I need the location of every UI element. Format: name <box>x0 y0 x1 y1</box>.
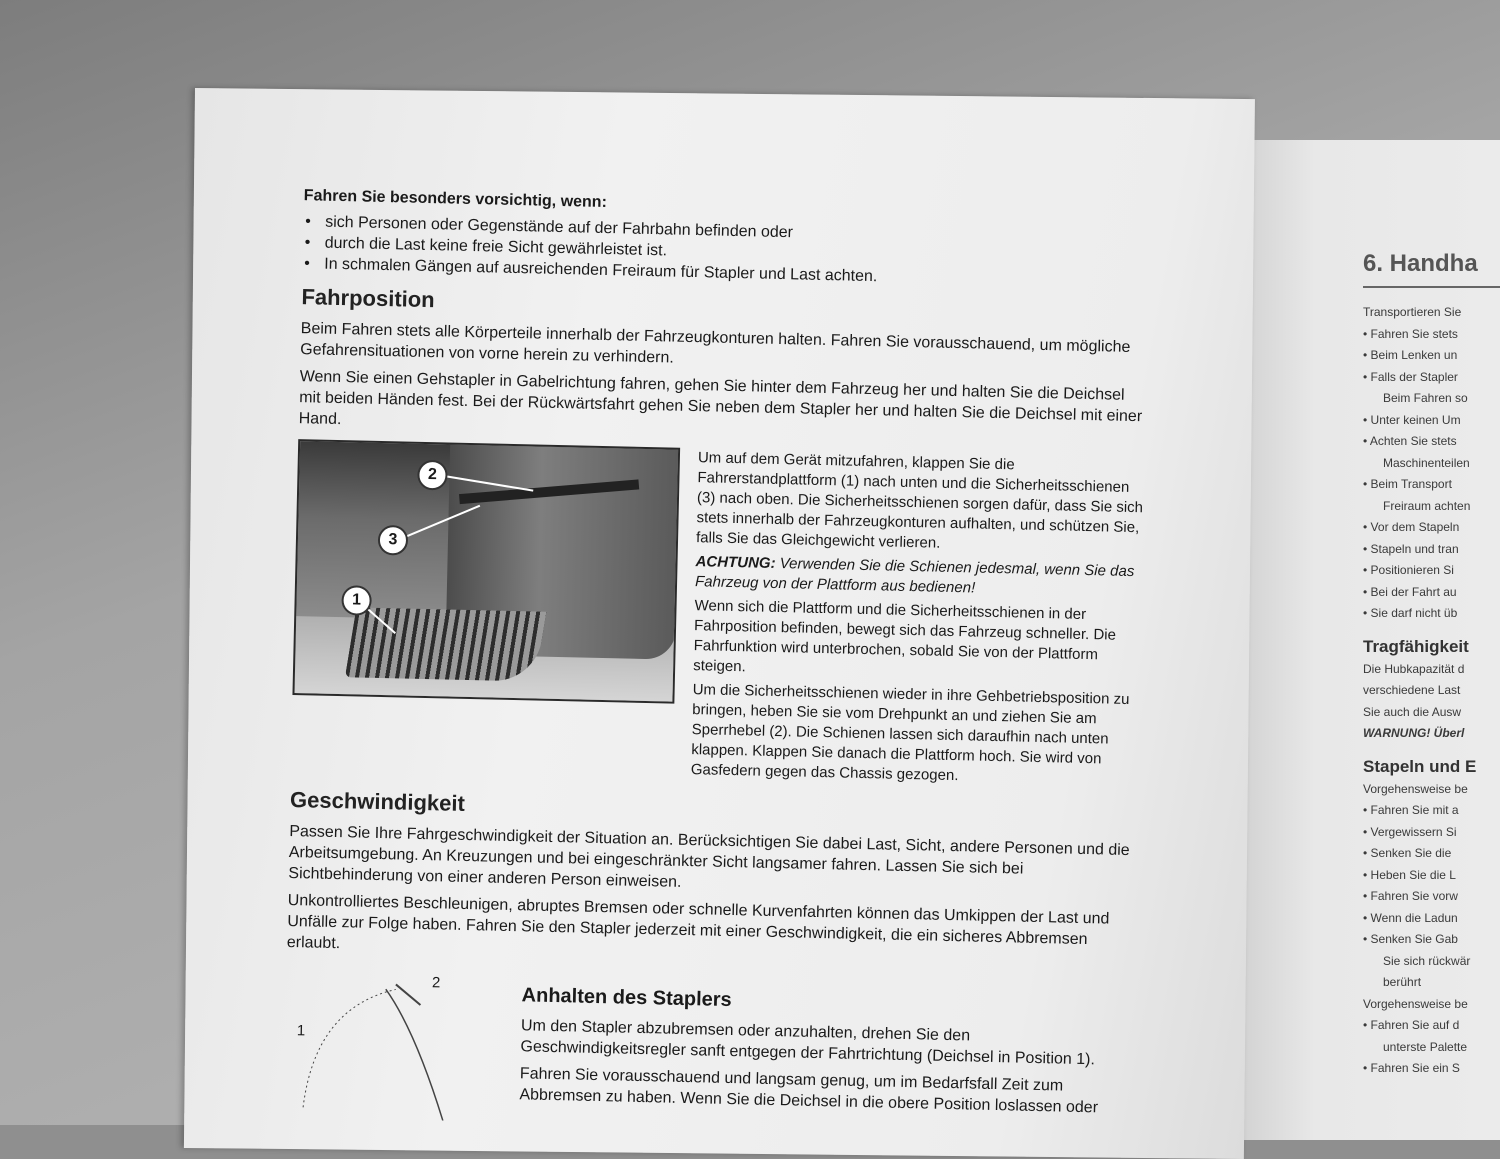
right-line: Vorgehensweise be <box>1363 781 1468 796</box>
right-line: • Falls der Stapler <box>1363 367 1500 389</box>
right-line: Freiraum achten <box>1383 498 1471 513</box>
right-page-heading: 6. Handha <box>1363 250 1500 288</box>
right-line: Maschinenteilen <box>1383 455 1470 470</box>
figure-row <box>291 439 1148 794</box>
right-line: verschiedene Last <box>1363 683 1461 697</box>
right-line: • Wenn die Ladun <box>1363 908 1500 930</box>
paragraph: Fahren Sie vorausschauend und langsam genug, um im Bedarfsfall Zeit zum Abbremsen zu haben. Wenn Sie die Deichsel in die obere Position loslassen oder <box>519 1065 1099 1117</box>
paragraph: Wenn Sie einen Gehstapler in Gabelrichtung fahren, gehen Sie hinter dem Fahrzeug her und halten Sie die Deichsel mit beiden Händen fest. Bei der Rückwärtsfahrt gehen Sie neben dem Stapler her und halten Sie die Deichsel mit einer Hand. <box>298 368 1143 429</box>
photo-platform <box>345 607 546 681</box>
page-content <box>283 187 1154 1136</box>
callout-1: 1 <box>341 585 372 616</box>
tiller-handle <box>395 984 420 1005</box>
right-line: • Senken Sie Gab <box>1363 929 1500 951</box>
diagram-label-2: 2 <box>431 974 441 992</box>
right-line: • Fahren Sie ein S <box>1363 1058 1500 1080</box>
list-item: • sich Personen oder Gegenstände auf der Fahrbahn befinden oder <box>303 211 1153 251</box>
right-line: • Unter keinen Um <box>1363 410 1500 432</box>
right-line: • Vor dem Stapeln <box>1363 517 1500 539</box>
diagram-label-1: 1 <box>296 1022 306 1040</box>
bottom-row <box>283 967 1136 1136</box>
right-line: • Stapeln und tran <box>1363 539 1500 561</box>
tiller-diagram-svg <box>283 967 506 1122</box>
right-subheading: Tragfähigkeit <box>1363 636 1469 656</box>
right-line: WARNUNG! Überl <box>1363 726 1465 740</box>
caution-list <box>302 211 1153 293</box>
right-line: Beim Fahren so <box>1383 391 1468 405</box>
section-title-fahrposition: Fahrposition <box>301 284 435 313</box>
right-line: • Fahren Sie auf d <box>1363 1015 1500 1037</box>
paragraph: Unkontrolliertes Beschleunigen, abruptes Bremsen oder schnelle Kurvenfahrten können das Umkippen der Last und Unfälle zur Folge haben. Fahren Sie den Stapler jederzeit mit einer Geschwindigkeit, die ein sicheres Abbremsen erlaubt. <box>286 891 1110 953</box>
right-line: • Beim Lenken un <box>1363 345 1500 367</box>
right-line: • Vergewissern Si <box>1363 822 1500 844</box>
warning-label: ACHTUNG: <box>695 553 776 572</box>
right-line: • Achten Sie stets <box>1363 431 1500 453</box>
right-line: Vorgehensweise be <box>1363 996 1468 1011</box>
section-title-anhalten: Anhalten des Staplers <box>521 984 732 1012</box>
section-title-geschwindigkeit: Geschwindigkeit <box>289 786 466 816</box>
right-line: Die Hubkapazität d <box>1363 661 1465 676</box>
platform-instructions <box>673 448 1149 795</box>
right-line: • Sie darf nicht üb <box>1363 603 1500 625</box>
right-line: Sie sich rückwär <box>1383 953 1471 968</box>
tiller-outline <box>383 989 446 1120</box>
right-line: • Senken Sie die <box>1363 843 1500 865</box>
paragraph: Wenn sich die Plattform und die Sicherheitsschienen in der Fahrposition befinden, bewegt sich das Fahrzeug schneller. Die Fahrfunktion wird unterbrochen, sobald Sie von der Plattform steigen. <box>693 597 1117 676</box>
right-line: • Fahren Sie vorw <box>1363 886 1500 908</box>
right-line: berührt <box>1383 975 1422 989</box>
platform-photo <box>292 439 680 704</box>
callout-2: 2 <box>417 460 448 491</box>
callout-3: 3 <box>378 525 409 556</box>
right-line: • Heben Sie die L <box>1363 865 1500 887</box>
paragraph: Beim Fahren stets alle Körperteile innerhalb der Fahrzeugkonturen halten. Fahren Sie vorausschauend, um mögliche Gefahrensituationen von vorne herein zu verhindern. <box>300 320 1131 367</box>
list-item: • durch die Last keine freie Sicht gewährleistet ist. <box>302 232 1152 272</box>
left-page <box>184 88 1255 1159</box>
right-line: • Positionieren Si <box>1363 560 1500 582</box>
list-item: • In schmalen Gängen auf ausreichenden Freiraum für Stapler und Last achten. <box>302 253 1152 293</box>
warning-note <box>695 552 1146 602</box>
right-line: • Bei der Fahrt au <box>1363 582 1500 604</box>
right-line: • Fahren Sie mit a <box>1363 800 1500 822</box>
paragraph: Um auf dem Gerät mitzufahren, klappen Sie die Fahrerstandplattform (1) nach unten und die Sicherheitsschienen (3) nach oben. Die Sicherheitsschienen sorgen dafür, dass Sie sich stets innerhalb der Fahrzeugkonturen aufhalten, und schützen Sie, falls Sie das Gleichgewicht verlieren. <box>695 449 1144 552</box>
right-line: unterste Palette <box>1383 1039 1468 1054</box>
arc-path <box>303 987 396 1109</box>
right-line: • Fahren Sie stets <box>1363 324 1500 346</box>
warning-text: Verwenden Sie die Schienen jedesmal, wenn Sie das Fahrzeug von der Plattform aus bedienen! <box>694 554 1135 597</box>
paragraph: Um die Sicherheitsschienen wieder in ihre Gehbetriebsposition zu bringen, heben Sie sie vom Drehpunkt an und ziehen Sie am Sperrhebel (2). Die Schienen lassen sich daraufhin nach unten klappen. Klappen Sie danach die Plattform hoch. Sie wird von Gasfedern gegen das Chassis gezogen. <box>690 681 1130 785</box>
paragraph: Passen Sie Ihre Fahrgeschwindigkeit der Situation an. Berücksichtigen Sie dabei Last, Sicht, andere Personen und die Arbeitsumgebung. An Kreuzungen und bei eingeschränkter Sicht langsamer fahren. Lassen Sie sich bei Sichtbehinderung von einer anderen Person einweisen. <box>288 822 1130 891</box>
stopping-section <box>503 972 1136 1136</box>
right-line: Transportieren Sie <box>1363 305 1462 319</box>
right-line: • Beim Transport <box>1363 474 1500 496</box>
right-subheading: Stapeln und E <box>1363 756 1477 776</box>
paragraph: Um den Stapler abzubremsen oder anzuhalten, drehen Sie den Geschwindigkeitsregler sanft entgegen der Fahrtrichtung (Deichsel in Position 1). <box>520 1017 1096 1069</box>
intro-heading: Fahren Sie besonders vorsichtig, wenn: <box>303 187 608 212</box>
right-line: Sie auch die Ausw <box>1363 704 1462 719</box>
tiller-diagram <box>283 967 506 1122</box>
right-page-content <box>1363 250 1500 1080</box>
